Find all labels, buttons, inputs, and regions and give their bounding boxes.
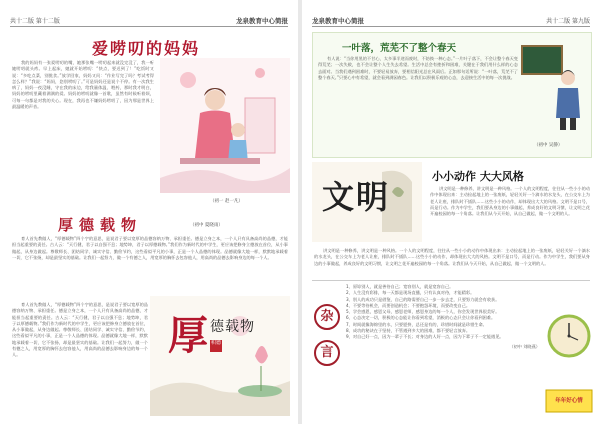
wenming-calligraphy-art bbox=[312, 162, 422, 242]
zayan-item: 6、心态决定一切，积极的心态能让你看到希望，消极的心态只会让你看到困难。 bbox=[346, 315, 496, 321]
right-header-title: 龙泉教育中心简报 bbox=[312, 17, 364, 25]
article2-body-bottom: 育人首先教做人，“厚德载物”四个字的意思，是说君子要以宽厚的品德容纳万物、承担重任。德是立身之本，一个人只有具备高尚的品德，才能担当起重要的责任。古人云：“天行健，君子以自强不息；地势坤，君子以厚德载物。”我们作为新时代的中学生，更应该把修身立德放在首位，从小事做起，从身边做起。尊敬师长、团结同学、诚实守信、勤俭节约，这些看似平凡的小事，正是一个人品德的体现。品德就像大地一样，默默地承载着一切，它不张扬，却是最坚实的基础。让我们一起努力，做一个有德之人，用宽厚的胸怀去包容他人，用高尚的品德去影响身边的每一个人。 bbox=[12, 302, 148, 358]
zayan-item: 8、成功的秘诀在于坚持，不管遇到多大的困难，都不要轻言放弃。 bbox=[346, 328, 471, 334]
left-header bbox=[10, 14, 288, 27]
right-article1-body: 有人说：“当你用黑的不甘心，太多事半途而废时，不妨换一种心态。”一片叶子落下，不会让整个春天变得荒芜；一次失败，也不会让整个人生失去希望。生活中总会有挫折和困难，关键在于我们用什么样的心态去面对。当我们遇到困难时，不要轻易放弃，要相信阳光总在风雨后。正如那句话所说：“一叶落，荒芜不了整个春天。”只要心中有希望，就会看到满园春色。让我们以积极乐观的心态，去迎接生活中的每一次挑战。 bbox=[318, 56, 518, 80]
zayan-item: 7、时间就像海绵里的水，只要愿挤，总还是有的，珍惜时间就是珍惜生命。 bbox=[346, 321, 487, 327]
zayan-item: 2、人生没有彩排，每一天都是现场直播，只有认真对待，才能精彩。 bbox=[346, 290, 475, 296]
side-char-1: 杂 bbox=[314, 304, 340, 330]
artwork-small-chars: 德载物 bbox=[210, 319, 255, 335]
side-char-2: 言 bbox=[314, 340, 340, 366]
article2-body-top: 育人首先教做人，“厚德载物”四个字的意思，是说君子要以宽厚的品德容纳万物、承担重任。德是立身之本，一个人只有具备高尚的品德，才能担当起重要的责任。古人云：“天行健，君子以自强不息；地势坤，君子以厚德载物。”我们作为新时代的中学生，更应该把修身立德放在首位，从小事做起，从身边做起。尊敬师长、团结同学、诚实守信、勤俭节约，这些看似平凡的小事，正是一个人品德的体现。品德就像大地一样，默默地承载着一切，它不张扬，却是最坚实的基础。让我们一起努力，做一个有德之人，用宽厚的胸怀去包容他人，用高尚的品德去影响身边的每一个人。 bbox=[12, 236, 288, 260]
left-page bbox=[0, 0, 298, 424]
article1-title: 爱唠叨的妈妈 bbox=[92, 39, 201, 58]
article1-body: 我的妈妈有一张爱唠叨的嘴，她那张嘴一唠叨起来就没完没了，我一听她唠叨就头疼。早上起床，她就开始唠叨：“快点，要迟到了！”吃饭时又说：“多吃点菜，别挑食。”放学回家，妈妈又问：“作业写完了吗？考试考得怎么样？”我说：“妈妈，您别唠叨了。”可是妈妈还是说个不停。有一次我生病了，妈妈一夜没睡，守在我的床边，给我量体温、喂药，那时我才明白，妈妈的唠叨里藏着满满的爱。妈妈的唠叨就像一首歌，虽然有时候听着烦，可每一句都是对我的关心。现在，我再也不嫌妈妈唠叨了，因为那是世界上最温暖的声音。 bbox=[12, 60, 154, 110]
wenming-big-title: 文明 bbox=[322, 178, 391, 216]
zayan-list bbox=[346, 284, 540, 416]
right-article1-title: 一叶落，荒芜不了整个春天 bbox=[342, 43, 457, 54]
right-article2-title: 小小动作 大大风格 bbox=[432, 170, 524, 183]
zayan-item: 1、原谅别人，就是善待自己；宽容别人，就是宽容自己。 bbox=[346, 284, 454, 289]
zayan-item: 3、别人的成功只是借鉴，自己的路需要自己一步一步去走，只要努力就会有收获。 bbox=[346, 296, 500, 302]
artwork-big-char: 厚 bbox=[168, 312, 208, 359]
right-article2-body: 讲文明是一种修养，讲文明是一种风格。一个人的文明程度，往往从一些小小的动作中体现出来：主动捡起地上的一张废纸，轻轻关好一个滴水的水龙头，在公交车上为老人让座，排队时不插队……这些小小的动作，却体现出大大的风格。文明不是口号，而是行动。作为中学生，我们要从身边的小事做起，养成良好的文明习惯，让文明之花开遍校园的每一个角落。让我们从今天开始，从自己做起，做一个文明的人。 bbox=[430, 186, 590, 217]
zayan-side-marks bbox=[312, 300, 342, 380]
left-header-issue: 共十二版 第十二版 bbox=[10, 18, 60, 25]
zayan-footer: （初中 刘晓燕） bbox=[509, 343, 540, 349]
teacher-blackboard-illustration bbox=[520, 36, 586, 132]
clock-sign-illustration bbox=[544, 308, 594, 416]
left-header-title: 龙泉教育中心简报 bbox=[236, 17, 288, 25]
article2-title: 厚德载物 bbox=[58, 216, 143, 234]
mother-child-illustration bbox=[160, 58, 290, 193]
right-header-issue: 共十二版 第九版 bbox=[546, 18, 590, 25]
artwork-seal: 积德 bbox=[210, 340, 222, 352]
article2-author: （初中 夏晓雨） bbox=[190, 223, 223, 228]
right-article2-body-cont: 讲文明是一种修养，讲文明是一种风格。一个人的文明程度，往往从一些小小的动作中体现出来：主动捡起地上的一张废纸，轻轻关好一个滴水的水龙头，在公交车上为老人让座，排队时不插队……这些小小的动作，却体现出大大的风格。文明不是口号，而是行动。作为中学生，我们要从身边的小事做起，养成良好的文明习惯，让文明之花开遍校园的每一个角落。让我们从今天开始，从自己做起，做一个文明的人。 bbox=[314, 248, 590, 266]
right-header bbox=[312, 14, 590, 27]
right-article1-author: （初中 吴静） bbox=[534, 143, 563, 148]
zayan-item: 9、对自己好一点，因为一辈子不长；对身边的人好一点，因为下辈子不一定能遇见。 bbox=[346, 334, 504, 340]
zayan-item: 4、不要等待机会，而要创造机会；不要抱怨环境，而要改变自己。 bbox=[346, 302, 471, 308]
houde-zaiwu-artwork bbox=[150, 296, 290, 416]
section-divider bbox=[312, 280, 590, 281]
zayan-item: 5、学会感恩，感恩父母，感恩老师，感恩身边的每一个人，你会发现世界很美好。 bbox=[346, 309, 500, 315]
right-page bbox=[302, 0, 600, 424]
sign-text: 年年好心情 bbox=[555, 398, 583, 404]
article1-author: （初一 赵一凡） bbox=[210, 199, 243, 204]
